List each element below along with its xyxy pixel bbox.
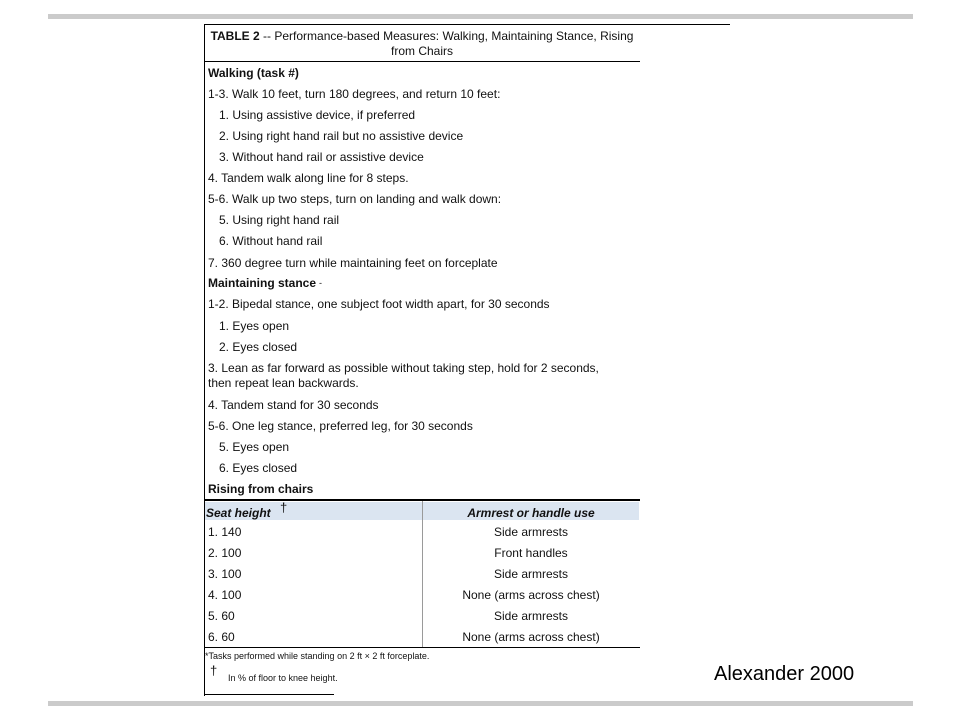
table-title [205,29,639,59]
bottom-divider-bar [48,701,913,706]
stance-heading-mark: - [319,278,323,288]
citation-caption: Alexander 2000 [714,663,855,685]
stance-item: 6. Eyes closed [219,461,298,475]
walking-item: 5-6. Walk up two steps, turn on landing and walk down: [208,192,502,206]
stance-item: 4. Tandem stand for 30 seconds [208,398,379,412]
footnote-rule [204,694,334,695]
arm-cell: Side armrests [493,567,569,581]
seat-cell: 1. 140 [208,525,242,539]
walking-item: 1. Using assistive device, if preferred [219,108,416,122]
seat-cell: 5. 60 [208,609,235,623]
seat-cell: 2. 100 [208,546,242,560]
stance-item: 1-2. Bipedal stance, one subject foot width apart, for 30 seconds [208,297,550,311]
table-title-line1: -- Performance-based Measures: Walking, Maintaining Stance, Rising [259,29,634,43]
footnote-knee-height: In % of floor to knee height. [228,673,338,683]
arm-cell: Side armrests [493,525,569,539]
arm-cell: None (arms across chest) [462,630,600,644]
stance-item: 5-6. One leg stance, preferred leg, for 30 seconds [208,419,473,433]
top-divider-bar [48,14,913,19]
walking-item: 6. Without hand rail [219,234,323,248]
seat-cell: 6. 60 [208,630,235,644]
stance-item: 5. Eyes open [219,440,290,454]
dagger-mark: † [280,500,288,515]
walking-item: 1-3. Walk 10 feet, turn 180 degrees, and return 10 feet: [208,87,501,101]
walking-item: 3. Without hand rail or assistive device [219,150,424,164]
stance-heading-text: Maintaining stance [208,276,317,290]
stance-item: 1. Eyes open [219,319,290,333]
seat-cell: 4. 100 [208,588,242,602]
title-rule [204,61,640,62]
stance-item: 3. Lean as far forward as possible without taking step, hold for 2 seconds, then repeat lean backwards. [208,361,599,390]
stance-item: 2. Eyes closed [219,340,298,354]
stance-heading [208,276,638,291]
walking-item: 7. 360 degree turn while maintaining feet on forceplate [208,256,498,270]
table-title-line2: from Chairs [390,44,453,58]
walking-item: 5. Using right hand rail [219,213,340,227]
table-top-rule [204,24,730,25]
arm-cell: Side armrests [493,609,569,623]
seat-height-header: Seat height [206,506,271,520]
chairs-table-bottom-rule [204,647,640,648]
walking-item: 4. Tandem walk along line for 8 steps. [208,171,409,185]
walking-item: 2. Using right hand rail but no assistive device [219,129,464,143]
footnote-dagger-mark: † [210,663,218,678]
arm-cell: None (arms across chest) [462,588,600,602]
table-label: TABLE 2 [210,29,260,43]
arm-cell: Front handles [494,546,568,560]
armrest-header: Armrest or handle use [467,506,595,520]
walking-heading: Walking (task #) [208,66,299,80]
seat-cell: 3. 100 [208,567,242,581]
footnote-forceplate: *Tasks performed while standing on 2 ft × 2 ft forceplate. [205,651,430,661]
chairs-heading: Rising from chairs [208,482,314,496]
